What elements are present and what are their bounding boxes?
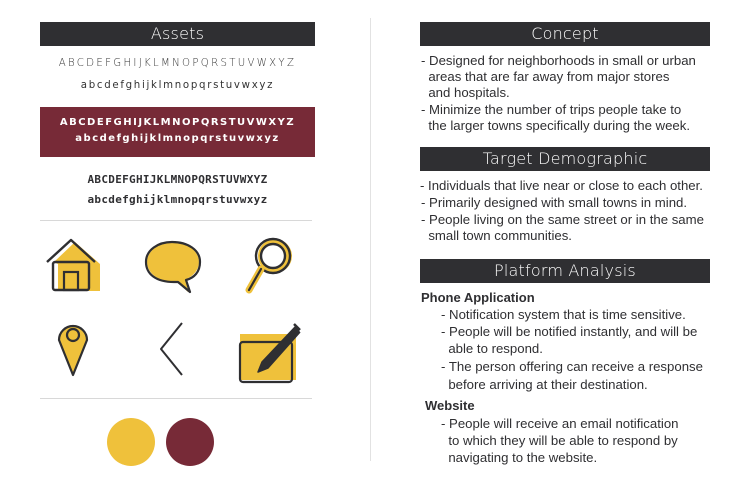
web-line-2: to which they will be able to respond by <box>441 433 678 448</box>
demographic-line-4: small town communities. <box>421 228 572 243</box>
divider-bottom <box>40 398 312 399</box>
slab-font-lowercase: abcdefghijklmnopqrstuvwxyz <box>87 193 268 206</box>
bold-font-uppercase: ABCDEFGHIJKLMNOPQRSTUVWXYZ <box>59 117 296 128</box>
bold-font-sample-panel <box>40 107 315 157</box>
website-heading: Website <box>425 398 475 413</box>
divider-top <box>40 220 312 221</box>
concept-line-5: the larger towns specifically during the week. <box>421 118 691 133</box>
concept-header <box>420 22 710 46</box>
concept-line-3: and hospitals. <box>421 85 510 100</box>
web-line-3: navigating to the website. <box>441 450 598 465</box>
edit-pencil-icon <box>236 320 302 386</box>
concept-line-4: - Minimize the number of trips people take to <box>421 102 682 117</box>
phone-line-3: able to respond. <box>441 341 543 356</box>
back-chevron-icon <box>156 320 186 378</box>
phone-line-4: - The person offering can receive a response <box>441 359 703 374</box>
concept-title: Concept <box>531 24 599 43</box>
concept-line-2: areas that are far away from major stores <box>421 69 670 84</box>
phone-application-heading: Phone Application <box>421 290 535 305</box>
light-font-lowercase: abcdefghijklmnopqrstuvwxyz <box>80 80 275 91</box>
concept-line-1: - Designed for neighborhoods in small or urban <box>421 53 696 68</box>
house-icon <box>44 236 106 294</box>
platform-title: Platform Analysis <box>494 261 636 280</box>
demographic-title: Target Demographic <box>482 149 648 168</box>
platform-header <box>420 259 710 283</box>
demographic-line-3: - People living on the same street or in the same <box>421 212 704 227</box>
phone-line-5: before arriving at their destination. <box>441 377 648 392</box>
map-pin-icon <box>55 318 91 378</box>
assets-header <box>40 22 315 46</box>
demographic-header <box>420 147 710 171</box>
phone-line-1: - Notification system that is time sensitive. <box>441 307 686 322</box>
bold-font-lowercase: abcdefghijklmnopqrstuvwxyz <box>75 133 280 144</box>
color-swatch-yellow <box>107 418 155 466</box>
light-font-uppercase: ABCDEFGHIJKLMNOPQRSTUVWXYZ <box>58 58 297 69</box>
assets-title: Assets <box>150 24 205 43</box>
web-line-1: - People will receive an email notification <box>441 416 679 431</box>
magnifier-icon <box>243 234 301 298</box>
slab-font-uppercase: ABCDEFGHIJKLMNOPQRSTUVWXYZ <box>87 173 268 186</box>
demographic-line-2: - Primarily designed with small towns in mind. <box>421 195 688 210</box>
demographic-line-1: - Individuals that live near or close to each other. <box>420 178 703 193</box>
speech-bubble-icon <box>142 236 204 296</box>
column-divider <box>370 18 371 461</box>
phone-line-2: - People will be notified instantly, and will be <box>441 324 698 339</box>
color-swatch-maroon <box>166 418 214 466</box>
